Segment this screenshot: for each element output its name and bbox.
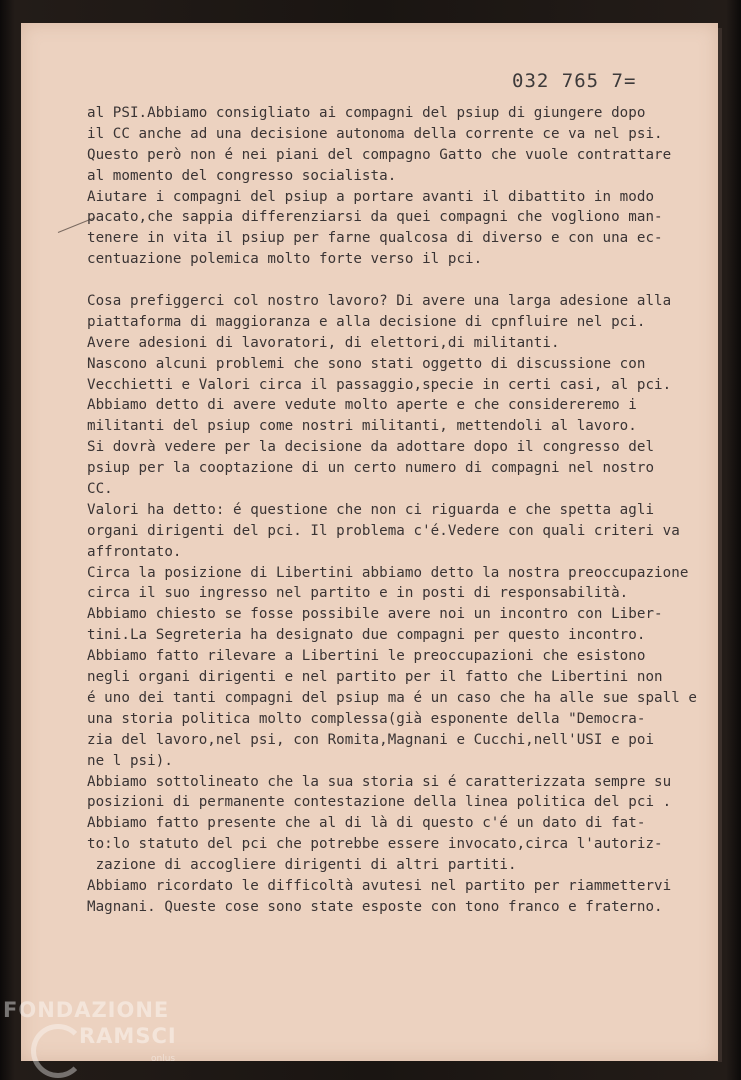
text-line: circa il suo ingresso nel partito e in posti di responsabilità. xyxy=(87,585,629,602)
text-line: Nascono alcuni problemi che sono stati oggetto di discussione con xyxy=(87,355,646,372)
watermark-line1: FONDAZIONE xyxy=(3,998,170,1022)
text-line: Valori ha detto: é questione che non ci riguarda e che spetta agli xyxy=(87,501,655,518)
text-line: al PSI.Abbiamo consigliato ai compagni del psiup di giungere dopo xyxy=(87,105,646,121)
text-line: tini.La Segreteria ha designato due compagni per questo incontro. xyxy=(87,627,646,644)
text-line: il CC anche ad una decisione autonoma della corrente ce va nel psi. xyxy=(87,125,663,142)
text-line: tenere in vita il psiup per farne qualcosa di diverso e con una ec- xyxy=(87,230,663,247)
text-line: militanti del psiup come nostri militanti, mettendoli al lavoro. xyxy=(87,418,637,435)
text-line: Si dovrà vedere per la decisione da adottare dopo il congresso del xyxy=(87,439,655,456)
paragraph-gap xyxy=(87,270,712,291)
text-line: centuazione polemica molto forte verso il pci. xyxy=(87,251,483,268)
text-line: Aiutare i compagni del psiup a portare avanti il dibattito in modo xyxy=(87,188,655,205)
text-line: to:lo statuto del pci che potrebbe essere invocato,circa l'autoriz- xyxy=(87,836,663,853)
text-line: Magnani. Queste cose sono state esposte con tono franco e fraterno. xyxy=(87,898,663,915)
text-line: Abbiamo chiesto se fosse possibile avere noi un incontro con Liber- xyxy=(87,606,663,623)
text-line: negli organi dirigenti e nel partito per il fatto che Libertini non xyxy=(87,669,663,686)
text-line: Cosa prefiggerci col nostro lavoro? Di avere una larga adesione alla xyxy=(87,293,672,310)
text-line: ne l psi). xyxy=(87,752,173,769)
watermark-logo xyxy=(3,998,193,1078)
text-line: Vecchietti e Valori circa il passaggio,specie in certi casi, al pci. xyxy=(87,376,672,393)
text-line: Avere adesioni di lavoratori, di elettori,di militanti. xyxy=(87,334,560,351)
text-line: psiup per la cooptazione di un certo numero di compagni nel nostro xyxy=(87,460,655,477)
text-line: organi dirigenti del pci. Il problema c'é.Vedere con quali criteri va xyxy=(87,522,680,539)
text-line: al momento del congresso socialista. xyxy=(87,167,397,184)
text-line: zazione di accogliere dirigenti di altri partiti. xyxy=(87,857,517,874)
text-line: affrontato. xyxy=(87,543,182,560)
typewritten-text xyxy=(87,103,712,918)
text-line: pacato,che sappia differenziarsi da quei compagni che vogliono man- xyxy=(87,209,663,226)
text-line: una storia politica molto complessa(già esponente della "Democra- xyxy=(87,710,646,727)
text-line: Abbiamo sottolineato che la sua storia si é caratterizzata sempre su xyxy=(87,773,672,790)
watermark-g-icon xyxy=(31,1024,85,1078)
text-line: Abbiamo fatto rilevare a Libertini le preoccupazioni che esistono xyxy=(87,648,646,665)
text-line: piattaforma di maggioranza e alla decisione di cpnfluire nel pci. xyxy=(87,313,646,330)
watermark-sub: onlus xyxy=(151,1054,176,1064)
text-line: é uno dei tanti compagni del psiup ma é un caso che ha alle sue spall e xyxy=(87,689,698,706)
archive-number: 032 765 7= xyxy=(512,70,637,92)
text-line: zia del lavoro,nel psi, con Romita,Magnani e Cucchi,nell'USI e poi xyxy=(87,731,655,748)
text-line: Circa la posizione di Libertini abbiamo detto la nostra preoccupazione xyxy=(87,564,689,581)
watermark-line2: RAMSCI xyxy=(79,1024,177,1048)
text-line: Questo però non é nei piani del compagno Gatto che vuole contrattare xyxy=(87,146,672,163)
text-line: posizioni di permanente contestazione della linea politica del pci . xyxy=(87,794,672,811)
text-line: Abbiamo detto di avere vedute molto aperte e che considereremo i xyxy=(87,397,637,414)
text-line: Abbiamo fatto presente che al di là di questo c'é un dato di fat- xyxy=(87,815,646,832)
text-line: Abbiamo ricordato le difficoltà avutesi nel partito per riammettervi xyxy=(87,877,672,894)
text-line: CC. xyxy=(87,481,113,498)
